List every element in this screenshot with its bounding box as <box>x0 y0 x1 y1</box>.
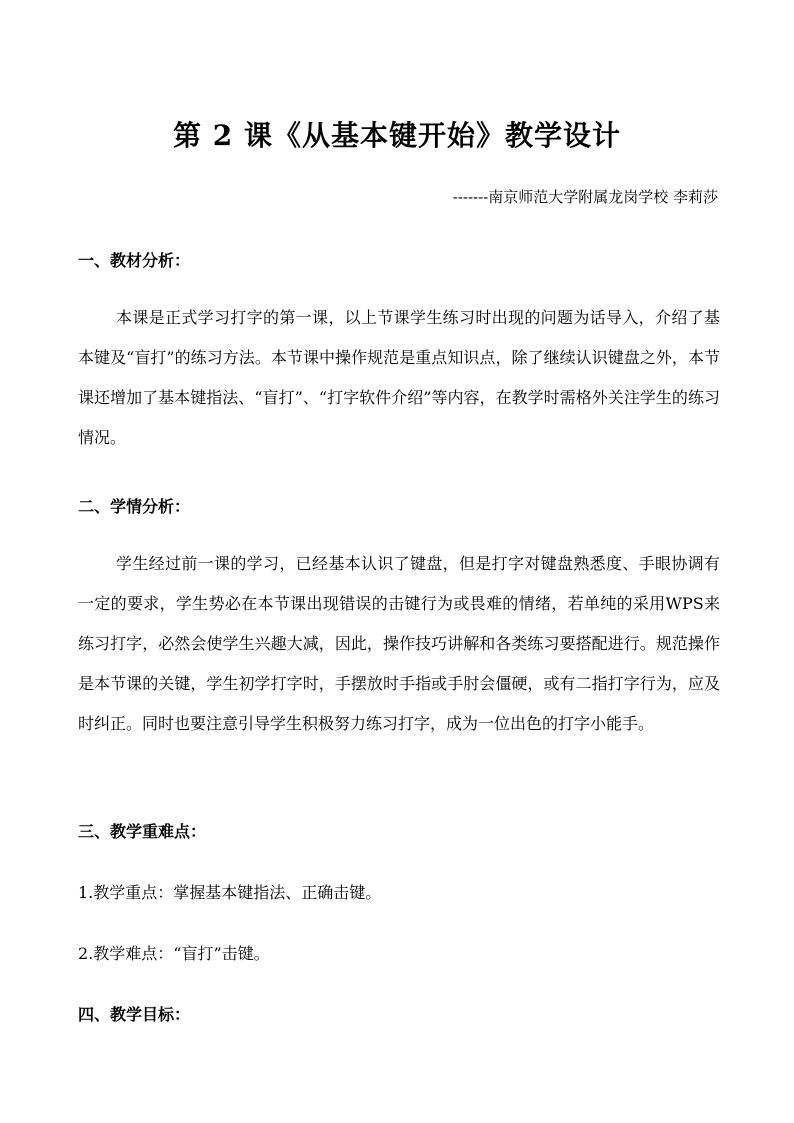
section-paragraph-2: 学生经过前一课的学习，已经基本认识了键盘，但是打字对键盘熟悉度、手眼协调有一定的要求，学生势必在本节课出现错误的击键行为或畏难的情绪，若单纯的采用WPS来练习打字，必然会使学生兴趣大减，因此，操作技巧讲解和各类练习要搭配进行。规范操作是本节课的关键，学生初学打字时，手摆放时手指或手肘会僵硬，或有二指打字行为，应及时纠正。同时也要注意引导学生积极努力练习打字，成为一位出色的打字小能手。 <box>78 554 720 733</box>
author-line: -------南京师范大学附属龙岗学校 李莉莎 <box>452 188 718 206</box>
section-heading-3: 三、教学重难点： <box>78 822 207 841</box>
section-paragraph-1: 本课是正式学习打字的第一课，以上节课学生练习时出现的问题为话导入，介绍了基本键及“盲打”的练习方法。本节课中操作规范是重点知识点，除了继续认识键盘之外，本节课还增加了基本键指法、“盲打”、“打字软件介绍”等内容，在教学时需格外关注学生的练习情况。 <box>78 308 720 447</box>
document-title: 第 2 课《从基本键开始》教学设计 <box>173 119 621 152</box>
list-item-difficulty: 2.教学难点：“盲打”击键。 <box>78 944 270 963</box>
list-item-key-point: 1.教学重点：掌握基本键指法、正确击键。 <box>78 883 382 902</box>
section-heading-4: 四、教学目标： <box>78 1005 191 1024</box>
section-heading-1: 一、教材分析： <box>78 251 191 270</box>
section-heading-2: 二、学情分析： <box>78 497 191 516</box>
